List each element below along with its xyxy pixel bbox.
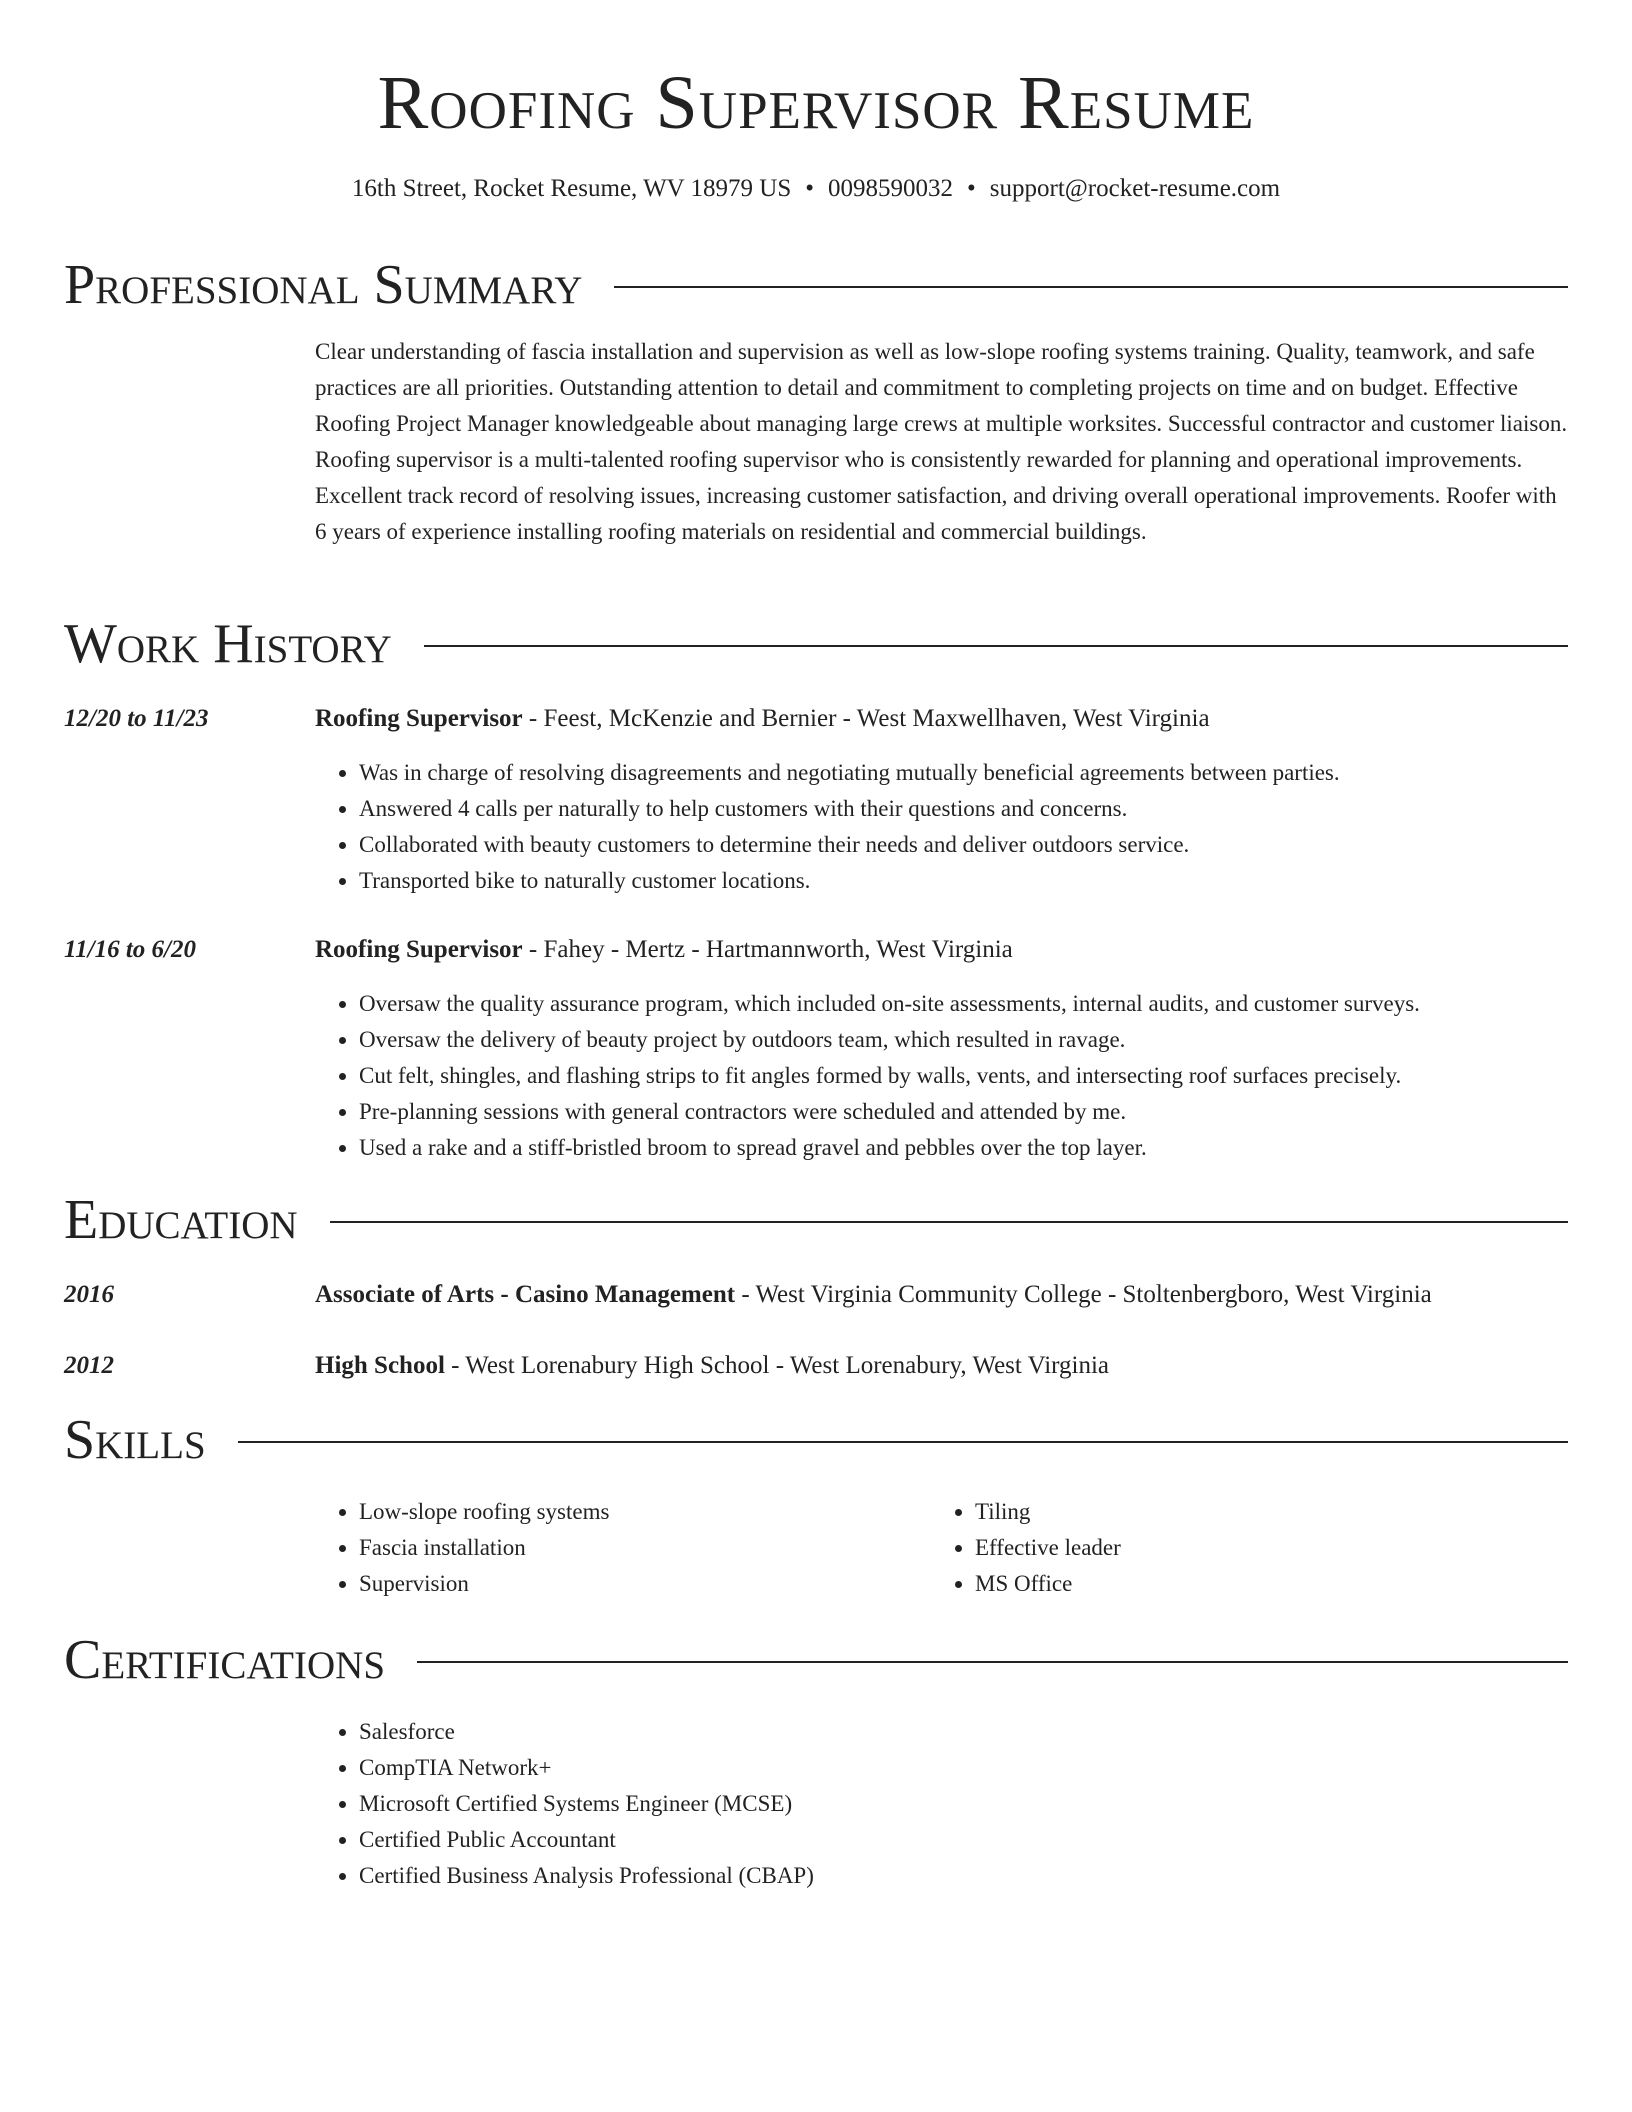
- section-skills: [64, 1408, 1568, 1472]
- list-item: • CompTIA Network+: [359, 1750, 1612, 1786]
- list-item: • Certified Public Accountant: [359, 1822, 1612, 1858]
- list-item: • Salesforce: [359, 1714, 1612, 1750]
- list-item: • Collaborated with beauty customers to determine their needs and deliver outdoors service.: [359, 827, 1612, 863]
- education-line: [315, 1277, 1568, 1313]
- job-bullets: [315, 986, 1612, 1166]
- list-item: • Answered 4 calls per naturally to help customers with their questions and concerns.: [359, 791, 1612, 827]
- contact-line: [64, 172, 1568, 206]
- education-year: 2012: [64, 1352, 114, 1379]
- job-title-line: [315, 932, 1568, 968]
- section-education: [64, 1188, 1568, 1252]
- list-item: • Supervision: [359, 1566, 959, 1602]
- education-school: - West Lorenabury High School - West Lorenabury, West Virginia: [444, 1352, 1110, 1379]
- contact-phone: 0098590032: [828, 175, 954, 202]
- list-item: • MS Office: [975, 1566, 1575, 1602]
- education-year: 2016: [64, 1281, 114, 1308]
- list-item: • Was in charge of resolving disagreements and negotiating mutually beneficial agreements between parties.: [359, 755, 1612, 791]
- education-degree: High School: [315, 1352, 445, 1379]
- contact-address: 16th Street, Rocket Resume, WV 18979 US: [351, 175, 792, 202]
- list-item: • Microsoft Certified Systems Engineer (MCSE): [359, 1786, 1612, 1822]
- section-divider: [238, 1441, 1568, 1443]
- job-employer: - Feest, McKenzie and Bernier - West Maxwellhaven, West Virginia: [522, 705, 1210, 732]
- section-heading: Education: [64, 1189, 298, 1251]
- job-dates: 11/16 to 6/20: [64, 936, 196, 963]
- resume-title: Roofing Supervisor Resume: [377, 61, 1255, 145]
- section-heading: Work History: [64, 613, 392, 675]
- section-heading: Certifications: [64, 1629, 386, 1691]
- list-item: • Fascia installation: [359, 1530, 959, 1566]
- section-heading: Professional Summary: [64, 254, 583, 316]
- job-title: Roofing Supervisor: [315, 705, 523, 732]
- section-work-history: [64, 612, 1568, 676]
- list-item: • Tiling: [975, 1494, 1575, 1530]
- contact-email: support@rocket-resume.com: [989, 175, 1281, 202]
- list-item: • Certified Business Analysis Professional (CBAP): [359, 1858, 1612, 1894]
- list-item: • Oversaw the delivery of beauty project by outdoors team, which resulted in ravage.: [359, 1022, 1612, 1058]
- list-item: • Cut felt, shingles, and flashing strips to fit angles formed by walls, vents, and intersecting roof surfaces precisely.: [359, 1058, 1612, 1094]
- job-title: Roofing Supervisor: [315, 936, 523, 963]
- section-certifications: [64, 1628, 1568, 1692]
- job-employer: - Fahey - Mertz - Hartmannworth, West Virginia: [522, 936, 1013, 963]
- list-item: • Used a rake and a stiff-bristled broom to spread gravel and pebbles over the top layer.: [359, 1130, 1612, 1166]
- separator-dot: •: [967, 175, 976, 202]
- skills-list-right: [931, 1494, 1575, 1602]
- education-school: - West Virginia Community College - Stoltenbergboro, West Virginia: [735, 1281, 1432, 1308]
- section-heading: Skills: [64, 1409, 206, 1471]
- section-divider: [614, 286, 1568, 288]
- summary-text: Clear understanding of fascia installation and supervision as well as low-slope roofing systems training. Quality, teamwork, and safe practices are all priorities. Outstanding attention to detail and commitment to completing projects on time and on budget. Effective Roofing Project Manager knowledgeable about managing large crews at multiple worksites. Successful contractor and customer liaison. Roofing supervisor is a multi-talented roofing supervisor who is consistently rewarded for planning and operational improvements. Excellent track record of resolving issues, increasing customer satisfaction, and driving overall operational improvements. Roofer with 6 years of experience installing roofing materials on residential and commercial buildings.: [315, 339, 1568, 544]
- section-divider: [330, 1221, 1568, 1223]
- certifications-list: [315, 1714, 1612, 1894]
- section-divider: [424, 645, 1568, 647]
- list-item: • Effective leader: [975, 1530, 1575, 1566]
- education-line: [315, 1348, 1568, 1384]
- list-item: • Pre-planning sessions with general contractors were scheduled and attended by me.: [359, 1094, 1612, 1130]
- list-item: • Low-slope roofing systems: [359, 1494, 959, 1530]
- list-item: • Transported bike to naturally customer locations.: [359, 863, 1612, 899]
- section-divider: [417, 1661, 1568, 1663]
- job-dates: 12/20 to 11/23: [64, 705, 209, 732]
- section-professional-summary: [64, 253, 1568, 317]
- skills-list-left: [315, 1494, 959, 1602]
- job-bullets: [315, 755, 1612, 899]
- separator-dot: •: [805, 175, 815, 202]
- job-title-line: [315, 701, 1568, 737]
- education-degree: Associate of Arts - Casino Management: [315, 1281, 736, 1308]
- list-item: • Oversaw the quality assurance program, which included on-site assessments, internal audits, and customer surveys.: [359, 986, 1612, 1022]
